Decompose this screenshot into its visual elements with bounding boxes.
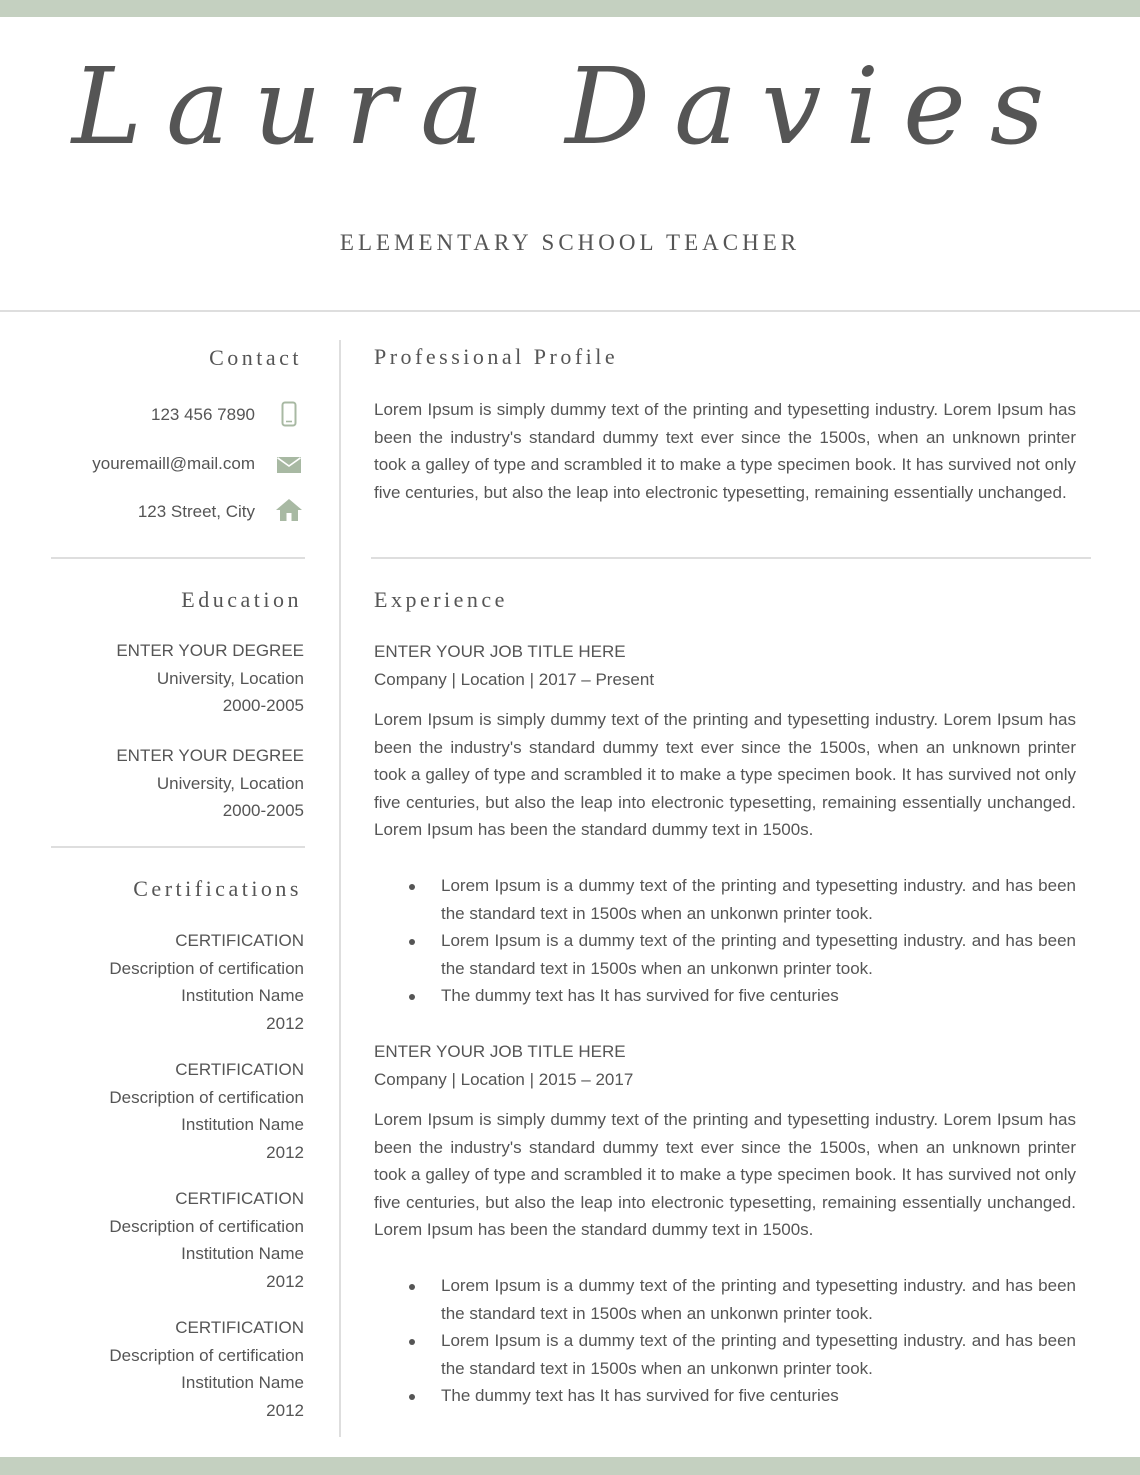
profile-heading: Professional Profile <box>374 344 619 369</box>
certification-description: Description of certification <box>109 1216 304 1236</box>
certification-item <box>109 1056 304 1166</box>
certification-year: 2012 <box>266 1400 304 1420</box>
job-bullets <box>374 1272 1076 1410</box>
job-company: Company | Location | 2017 – Present <box>374 670 655 689</box>
education-school: University, Location <box>156 668 304 688</box>
certification-description: Description of certification <box>109 1087 304 1107</box>
certification-institution: Institution Name <box>181 986 304 1006</box>
certifications-heading: Certifications <box>133 876 302 901</box>
home-icon <box>276 499 302 521</box>
experience-heading: Experience <box>374 587 508 612</box>
profile-divider <box>371 557 1091 559</box>
education-divider <box>51 846 305 848</box>
top-accent-band <box>0 0 1140 17</box>
candidate-name: Laura Davies <box>71 45 1069 168</box>
certification-item <box>109 1314 304 1424</box>
education-degree: ENTER YOUR DEGREE <box>116 746 304 765</box>
list-item: The dummy text has It has survived for five centuries <box>374 1382 1076 1410</box>
certification-year: 2012 <box>266 1142 304 1162</box>
contact-divider <box>51 557 305 559</box>
education-years: 2000-2005 <box>222 801 304 821</box>
contact-address: 123 Street, City <box>137 502 255 521</box>
certification-institution: Institution Name <box>181 1373 304 1393</box>
envelope-icon <box>277 457 301 473</box>
contact-phone: 123 456 7890 <box>151 405 255 424</box>
certification-institution: Institution Name <box>181 1115 304 1135</box>
education-school: University, Location <box>156 773 304 793</box>
certification-title: CERTIFICATION <box>175 1318 304 1337</box>
job-title: ENTER YOUR JOB TITLE HERE <box>374 1042 626 1061</box>
job-description: Lorem Ipsum is simply dummy text of the printing and typesetting industry. Lorem Ipsum has been the industry's standard dummy text ever since the 1500s, when an unknown printer took a galley of type and scrambled it to make a type specimen book. It has survived not only five centuries, but also the leap into electronic typesetting, remaining essentially unchanged. Lorem Ipsum has been the standard dummy text in 1500s. <box>374 710 1076 840</box>
job-title: ENTER YOUR JOB TITLE HERE <box>374 642 626 661</box>
education-degree: ENTER YOUR DEGREE <box>116 641 304 660</box>
certification-item <box>109 927 304 1037</box>
column-divider <box>339 340 341 1437</box>
education-item <box>116 637 304 720</box>
certification-description: Description of certification <box>109 958 304 978</box>
contact-email: youremaill@mail.com <box>92 454 255 473</box>
certification-year: 2012 <box>266 1271 304 1291</box>
phone-icon <box>281 401 297 427</box>
profile-text: Lorem Ipsum is simply dummy text of the printing and typesetting industry. Lorem Ipsum has been the industry's standard dummy text ever since the 1500s, when an unknown printer took a galley of type and scrambled it to make a type specimen book. It has survived not only five centuries, but also the leap into electronic typesetting, remaining essentially unchanged. <box>374 400 1076 502</box>
job-role: ELEMENTARY SCHOOL TEACHER <box>339 230 801 255</box>
contact-heading: Contact <box>209 345 302 370</box>
list-item: Lorem Ipsum is a dummy text of the printing and typesetting industry. and has been the standard text in 1500s when an unkonwn printer took. <box>374 1327 1076 1382</box>
header-divider <box>0 310 1140 312</box>
certification-title: CERTIFICATION <box>175 1189 304 1208</box>
bottom-accent-band <box>0 1457 1140 1475</box>
education-heading: Education <box>181 587 302 612</box>
certification-year: 2012 <box>266 1013 304 1033</box>
certification-item <box>109 1185 304 1295</box>
list-item: Lorem Ipsum is a dummy text of the printing and typesetting industry. and has been the standard text in 1500s when an unkonwn printer took. <box>374 1272 1076 1327</box>
list-item: Lorem Ipsum is a dummy text of the printing and typesetting industry. and has been the standard text in 1500s when an unkonwn printer took. <box>374 872 1076 927</box>
education-item <box>116 742 304 825</box>
job-bullets <box>374 872 1076 1010</box>
job-company: Company | Location | 2015 – 2017 <box>374 1070 634 1089</box>
certification-institution: Institution Name <box>181 1244 304 1264</box>
job-description: Lorem Ipsum is simply dummy text of the printing and typesetting industry. Lorem Ipsum has been the industry's standard dummy text ever since the 1500s, when an unknown printer took a galley of type and scrambled it to make a type specimen book. It has survived not only five centuries, but also the leap into electronic typesetting, remaining essentially unchanged. Lorem Ipsum has been the standard dummy text in 1500s. <box>374 1110 1076 1240</box>
list-item: The dummy text has It has survived for five centuries <box>374 982 1076 1010</box>
certification-title: CERTIFICATION <box>175 931 304 950</box>
certification-description: Description of certification <box>109 1345 304 1365</box>
education-years: 2000-2005 <box>222 696 304 716</box>
list-item: Lorem Ipsum is a dummy text of the printing and typesetting industry. and has been the standard text in 1500s when an unkonwn printer took. <box>374 927 1076 982</box>
certification-title: CERTIFICATION <box>175 1060 304 1079</box>
